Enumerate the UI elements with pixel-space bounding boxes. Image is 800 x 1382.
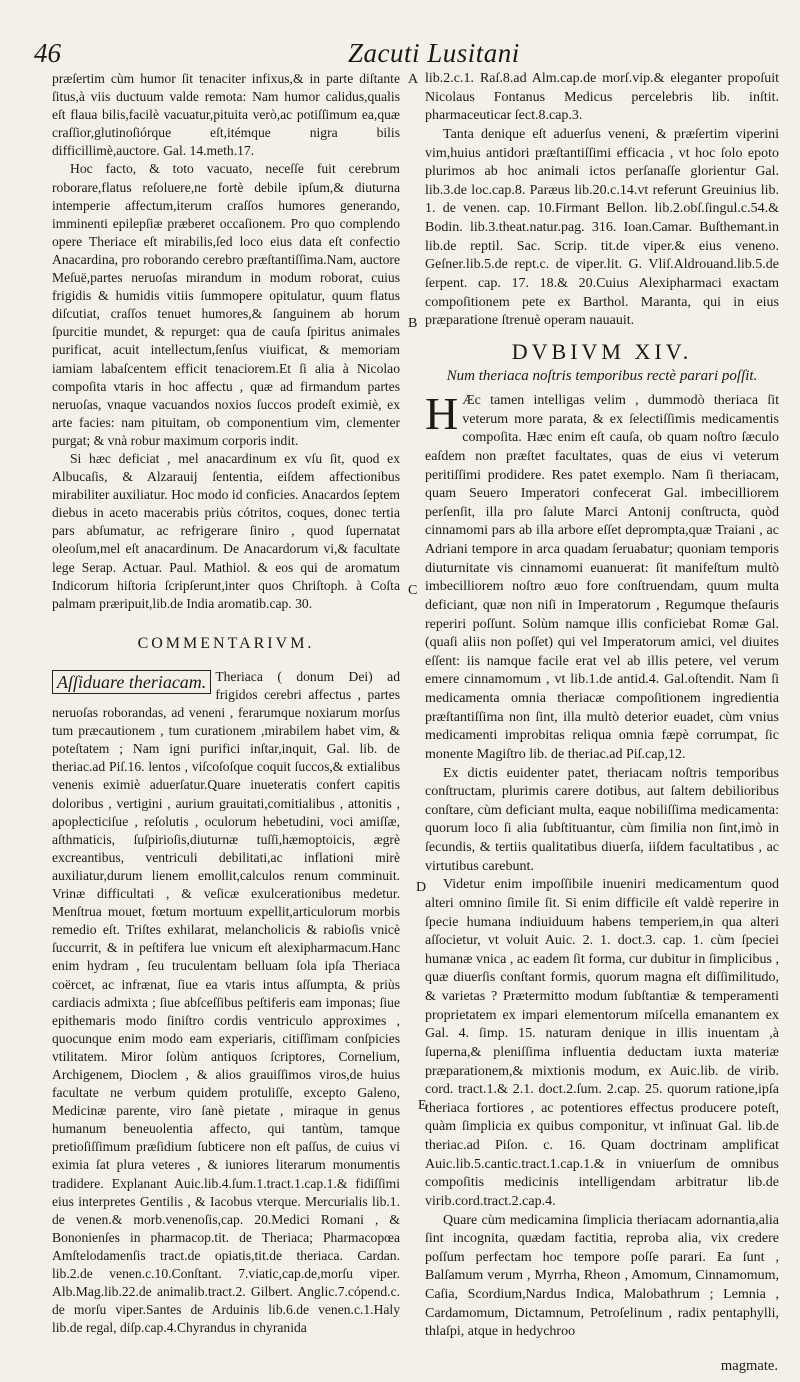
paragraph: Ex dictis euidenter patet, theriacam noſtris temporibus conſtructam, plurimis carere dotibus, aut ſaltem debilioribus conſtare, cùm deficiant multa, eaque nobiliſſima medicamenta: quorum loco ſi alia ſubſtituantur, cùm ſimilia non ſint,imò in ſecundis, & tertiis qualitatibus diuerſa, iiſdem facultatibus , ac virtutibus carebunt. [425,765,779,874]
margin-letter-d: D [416,880,427,895]
margin-letter-a: A [408,72,419,87]
paragraph: Hoc facto, & toto vacuato, neceſſe fuit cerebrum roborare,flatus reſoluere,ne fortè debile ipſum,& diuturna intemperie affectum,iterum craſſos humores generando, imminenti epilepſiæ præberet occaſionem. Pro quo complendo opere Theriace eſt mirabilis,ſed loco eius data eſt confectio Anacardina, pro roborando cerebro præſtantiſſima.Nam, auctore Meſuë,partes neruoſas mirandum in modum roborat, cuius frigidis & humidis vitiis ſummopere opitulatur, quum flatus diſcutiat, craſſos tenuet humores,& ſanguinem ab horum ſpurcitie mundet, & repurget: qua de cauſa ſpiritus animales purificat, acuit intellectum,ſenſus viuificat, & memoriam iamiam labaſcentem efficit tenaciorem.Et ſi alia à Nicolao compoſita vtaris in hoc affectu , quæ ad firmandum partes neruoſas, vnaque vacuandos noxios ſuccos prodeſt eximiè, ex arte facies: nam pituitam, ob componentium vim, clementer purgat; & vnà robur maximum corporis indit. [52,161,400,448]
paragraph: Videtur enim impoſſibile inueniri medicamentum quod alteri omnino ſimile ſit. Si enim difficile eſt valdè reperire in ſpecie humana indiuiduum habens temperiem,in qua alteri aſſocietur, vt voluit Auic. 2. 1. doct.3. cap. 1. cùm ſpeciei humanæ vnica , ac eadem ſit forma, cur dubitur in ſimplicibus , quæ diuerſis conſtant formis, quorum magna eſt diſſimilitudo, & varietas ? Prætermitto modum ſubſtantiæ & temperamenti proprietatem ex impari elementorum miſcella emanantem ex Gal. 4. ſimp. 15. naturam denique in illis inuentam ,à ſuperna,& pleniſſima influentia deductam iuxta materiæ præparationem,& mixtionis modum, ex Auic.lib. de virib. cord. tract.1.& 2.1. doct.2.ſum. 2.cap. 25. quorum ratione,ipſa theriaca fortiores , ac potentiores effectus producere poteſt, quàm ſimplicia ex quibus componitur, vt inſinuat Gal. lib.de theriac.ad Piſon. c. 16. Quam doctrinam amplificat Auic.lib.5.cantic.tract.1.cap.1.& in vniuerſum de omnibus compoſitis medicinis intelligendam arbitratur lib.de virib.cord.tract.2.cap.4. [425,877,779,1209]
margin-letter-e: E [418,1098,427,1113]
commentary-paragraph [52,668,400,1337]
paragraph: Tanta denique eſt aduerſus veneni, & præſertim viperini vim,huius antidori præſtantiſſimi efficacia , vt hoc ſolo epoto plurimos ab hoc animali ictos perſanaſſe glorientur Gal. lib.3.de loc.cap.8. Paræus lib.20.c.14.vt referunt Greuinius lib. 1. de venen. cap. 10.Firmant Bellon. lib.2.obſ.ſingul.c.54.& Bodin. lib.3.theat.natur.pag. 316. Ioan.Camar. Buſthemant.in lib.de reptil. Sac. Scrip. tit.de viper.& eius veneno. Geſner.lib.5.de rept.c. de viper.lit. G. Vliſ.Aldrouand.lib.5.de ſerpent. cap. 17. 18.& 20.Cuius Alexipharmaci exactam compoſitionem pete ex Barthol. Maranta, qui in eius præparatione ſtrenuè operam nauauit. [425,126,779,329]
right-column [425,70,779,1342]
paragraph: Si hæc deficiat , mel anacardinum ex vſu ſit, quod ex Albucaſis, & Alzarauij ſententia, eiſdem affectionibus mirabiliter auxiliatur. Hoc modo id conficies. Anacardos ſeptem diebus in aceto macerabis priùs cótritos, coques, donec tertia pars abſumatur, ac refrigerare ſiniro , quod ſupernatat oleoſum,mel eſt anacardinum. De Anacardorum vi,& facultate lege Serap. Actuar. Paul. Mathiol. & eos qui de aromatum Indicorum hiſtoria ſcripſerunt,inter quos Chriſtoph. à Coſta palmam præripuit,lib.de India aromatib.cap. 30. [52,450,400,611]
paragraph: lib.2.c.1. Raſ.8.ad Alm.cap.de morſ.vip.& eleganter propoſuit Nicolaus Fontanus Medicus percelebris lib. inſtit. pharmaceuticar ſect.8.cap.3. [425,71,779,124]
left-column [52,70,400,1337]
margin-letter-b: B [408,316,418,331]
paragraph: Quare cùm medicamina ſimplicia theriacam adornantia,alia ſint incognita, quædam factitia, reproba alia, vix credere poſſum perfectam hoc tempore poſſe parari. Ea ſunt , Balſamum verum , Myrrha, Rheon , Amomum, Cinnamomum, Caſia, Scordium,Nardus Indica, Malobathrum ; Lemnia , Cardamomum, Dictamnum, Petroſelinum , radix pentaphylli, thlaſpi, atque in hedychroo [425,1212,779,1340]
margin-letter-c: C [408,583,418,598]
section-heading-commentarium: COMMENTARIVM. [137,634,315,652]
drop-cap: H [425,388,459,439]
catchword: magmate. [720,1358,778,1374]
running-title: Zacuti Lusitani [348,38,520,68]
lemma-box: Aſſiduare theriacam. [52,670,211,694]
page-number: 46 [34,38,61,68]
paragraph: præſertim cùm humor ſit tenaciter infixus,& in parte diſtante ſitus,à viis ductuum valde remota: Nam humor calidus,qualis eſt flaua bilis,facilè vacuatur,pituita verò,ac potiſſimum ea,quæ craſſior,glutinoſiórque eſt,itémque nigra bilis difficillimè,auctore. Gal. 14.meth.17. [52,71,400,159]
paragraph-text: Æc tamen intelligas velim , dummodò theriaca ſit veterum more parata, & ex ſelectiſſimis medicamentis compoſita. Hæc enim eſt cauſa, ob quam noſtro ſæculo eaſdem non præſtet facultates, quas de eius vi veterum peritiſſimi prodidere. Res patet exemplo. Nam ſi theriacam, quam Seuero Imperatori confecerat Gal. imbecilliorem perſenſit, illa pro ſalute Marci Antonij conſtructa, quòd cinnamomi pars ab illa arbore eſſet deprompta,quæ Traiani , ac Adriani tempore in arca quadam ſeruabatur; quoniam temporis diuturnitate vis cinnamomi euanuerat: ſit manifeſtum multò imbecilliorem noſtro æuo fore conſtruendam, quum multa deficiant, quæ non niſi in Imperatorum , Regumque theſauris reperiri poſſunt. Solùm namque illis conficiebat Romæ Gal.(quaſi aliis non poſſet) qui vel Imperatorum amici, vel diuites eſſent: iis namque facile erat vel ab illis petere, vel verum emere cinnamomum , vt lib.1.de antid.4. Gal.oſtendit. Nam ſi medicamenta omnia theriacæ compoſitionem ingredientia præſtantiſſima non ſint, illa multò deterior euadet, cùm vnius medicamenti improbitas reliqua omnia fæpè corrumpat, ſic monente Magiſtro lib. de theriac.ad Piſ.cap,12. [425,393,779,762]
paragraph-dropcap [425,388,779,765]
dubium-question: Num theriaca noſtris temporibus rectè parari poſſit. [446,368,758,385]
section-heading-dubium: DVBIVM XIV. [511,338,693,364]
commentary-text: Theriaca ( donum Dei) ad frigidos cerebri affectus , partes neruoſas roborandas, ad veneni , ferarumque noxiarum morſus tum præcautionem , tum curationem ,mirabilem habet vim, & poteſtatem ; Nam igni purifici inſtar,inquit, Gal. lib. de theriac.ad Piſ.16. lentos , viſcoſoſque coquit ſuccos,& extialibus venenis eximiè aduerſatur.Quare inueteratis confert capitis doloribus , vertigini , aurium grauitati,comitialibus , attonitis , apoplecticiſue , reſolutis , oculorum hebetudini, voci amiſſæ, aſthmaticis, ſuſpirioſis,diuturnæ tuſſi,hæmoptoicis, ægrè excreantibus, ventriculi debilitati,ac inflationi mirè auxiliatur,durum lienem emollit,calculos renum comminuit. Vrinæ difficultati , & veſicæ exulcerationibus medetur. Menſtrua mouet, fœtum mortuum expellit,articulorum morbis remedio eſt. Triſtes exhilarat, melancholicis & rabioſis vnicè ſuccurrit, & in peſtifera lue vnicum eſt alexipharmacum.Hanc enim hydram , ſeu truculentam belluam ſola ipſa Theriaca coërcet, ac infrænat, ſiue ea vtaris intus aſſumpta, & priùs cardiacis admixta ; ſiue abſceſſibus peſtiferis eam imponas; ſiue epithemaris modo ſiniſtro cordis ventriculo approximes , quocunque enim modo eam experiaris, citiſſimam conſpicies vtilitatem. Miror ſolùm antiquos ſcriptores, Cornelium, Archigenem, Dioclem , & alios grauiſſimos viros,de huius facultate ne verbum quidem protuliſſe, excepto Galeno, Medicinæ parente, viro ſanè pietate , miraque in genus humanum beneuolentia affecto, qui tantùm, tamque pretioſiſſimum præſidium ſubticere non eſt paſſus, de cuius vi eximia ſat plura veteres , & iuniores literarum monumentis tradidere. Explanant Auic.lib.4.ſum.1.tract.1.cap.1.& fidiſſimi eius interpretes Gentilis , & Iacobus vterque. Mercurialis lib.1. de venen.& morb.venenoſis,cap. 20.Medici Romani , & Bononienſes in pharmacop.tit. de Theriaca; Pharmacopœa Amſtelodamenſis tract.de opiatis,tit.de theriaca. Cardan. lib.2.de venen.c.10.Conſtant. 7.viatic,cap.de,morſu viper. Alb.Mag.lib.22.de animalib.tract.2. Gilbert. Anglic.7.cópend.c. de morſu viper.Santes de Arduinis lib.6.de venen.c.1.Haly lib.de regal, diſp.cap.4.Chyrandus in chyranida [52,668,400,1336]
